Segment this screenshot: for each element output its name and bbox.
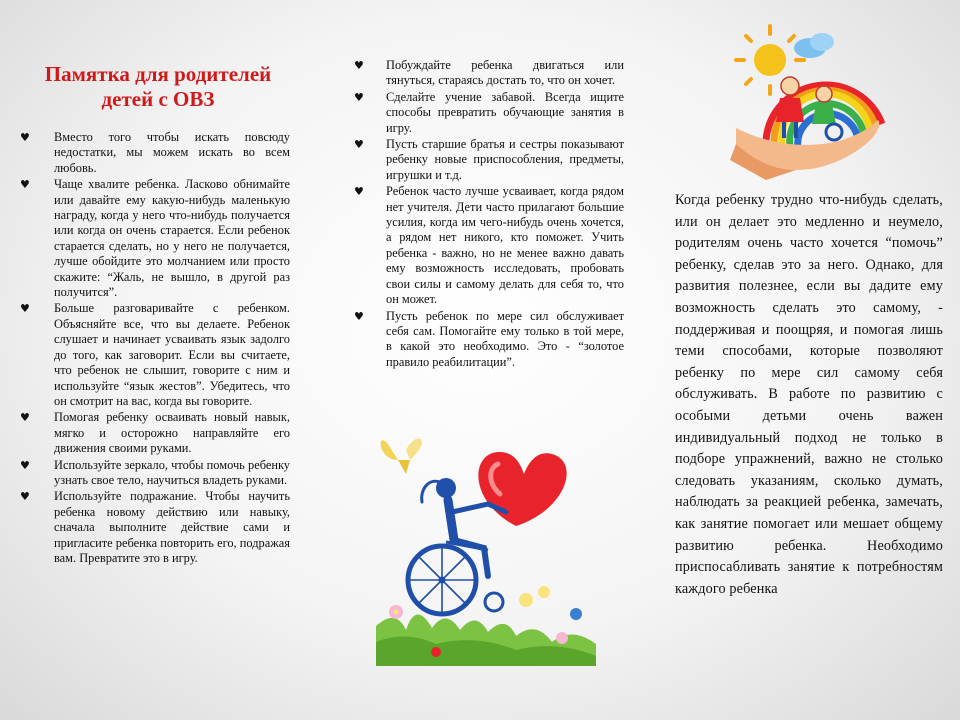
left-column — [14, 62, 290, 567]
list-item: ♥ Помогая ребенку осваивать новый навык, мягко и осторожно направляйте его движения своими руками. — [20, 410, 290, 456]
heart-icon — [478, 452, 566, 526]
tips-list-1 — [14, 130, 290, 566]
list-item: ♥ Используйте зеркало, чтобы помочь ребенку узнать свое тело, научиться владеть руками. — [20, 457, 290, 487]
butterfly-icon — [381, 439, 422, 474]
wheelchair-heart-illustration — [376, 430, 596, 666]
list-item: ♥ Чаще хвалите ребенка. Ласково обнимайте или давайте ему какую-нибудь маленькую награду, когда у него что-нибудь получается или когда он очень старается. Если ребенок старается сделать, но у него не получается, лучше обойдите это молчанием или просто скажите: “Жаль, не вышло, в другой раз получится”. — [20, 177, 290, 300]
heart-bullet-icon: ♥ — [354, 90, 364, 104]
list-item: ♥ Больше разговаривайте с ребенком. Объясняйте все, что вы делаете. Ребенок слушает и начинает усваивать язык задолго до того, как заговорит. Если вы считаете, что ребенок не слышит, говорите с ним и используйте “язык жестов”. Убедитесь, что он смотрит на вас, когда вы говорите. — [20, 301, 290, 408]
tips-list-2 — [348, 58, 624, 370]
page-title: Памятка для родителей детей с ОВЗ — [44, 62, 272, 111]
right-column — [675, 190, 943, 600]
heart-bullet-icon: ♥ — [20, 178, 30, 192]
list-item: ♥ Сделайте учение забавой. Всегда ищите способы превратить обучающие занятия в игру. — [354, 89, 624, 135]
list-item: ♥ Пусть старшие братья и сестры показывают ребенку новые приспособления, предметы, игрушки и т.д. — [354, 137, 624, 182]
heart-bullet-icon: ♥ — [354, 185, 364, 199]
heart-bullet-icon: ♥ — [354, 59, 364, 72]
heart-bullet-icon: ♥ — [20, 458, 30, 472]
cloud-icon — [794, 33, 834, 58]
list-item: ♥ Вместо того чтобы искать повсюду недостатки, мы можем искать во всем любовь. — [20, 130, 290, 175]
list-item: ♥ Побуждайте ребенка двигаться или тянуться, стараясь достать то, что он хочет. — [354, 58, 624, 88]
children-hand-logo — [726, 20, 886, 180]
heart-bullet-icon: ♥ — [20, 131, 30, 144]
heart-bullet-icon: ♥ — [20, 302, 30, 316]
list-item: ♥ Ребенок часто лучше усваивает, когда рядом нет учителя. Дети часто прилагают большие усилия, когда им чего-нибудь очень хочется, а рядом нет никого, кто поможет. Учить ребенка - важно, но не менее важно давать ему возможность исследовать, пробовать свои силы и самому делать для себя то, что он может. — [354, 184, 624, 307]
middle-column — [348, 58, 624, 371]
list-item: ♥ Пусть ребенок по мере сил обслуживает себя сам. Помогайте ему только в той мере, в какой это необходимо. Это - “золотое правило реабилитации”. — [354, 308, 624, 369]
advice-paragraph: Когда ребенку трудно что-нибудь сделать, или он делает это медленно и неумело, родителям очень часто хочется “помочь” ребенку, сделав это за него. Однако, для развития полезнее, если вы дадите ему возможность сделать это самому, - поддерживая и поощряя, и помогая лишь теми способами, которые позволяют ребенку по мере сил самому себя обслуживать. В работе по развитию с особыми детьми очень важен индивидуальный подход не только в подборе упражнений, важно не столько следовать указаниям, сколько думать, наблюдать за реакцией ребенка, замечать, как занятие помогает или мешает общему развитию ребенка. Необходимо приспосабливать занятие к потребностям каждого ребенка — [675, 192, 943, 597]
heart-bullet-icon: ♥ — [20, 490, 30, 504]
heart-bullet-icon: ♥ — [354, 309, 364, 323]
heart-bullet-icon: ♥ — [354, 138, 364, 152]
heart-bullet-icon: ♥ — [20, 411, 30, 425]
list-item: ♥ Используйте подражание. Чтобы научить ребенка новому действию или навыку, сначала выполните действие сами и пригласите ребенка повторить его, подражая вам. Превратите это в игру. — [20, 489, 290, 565]
